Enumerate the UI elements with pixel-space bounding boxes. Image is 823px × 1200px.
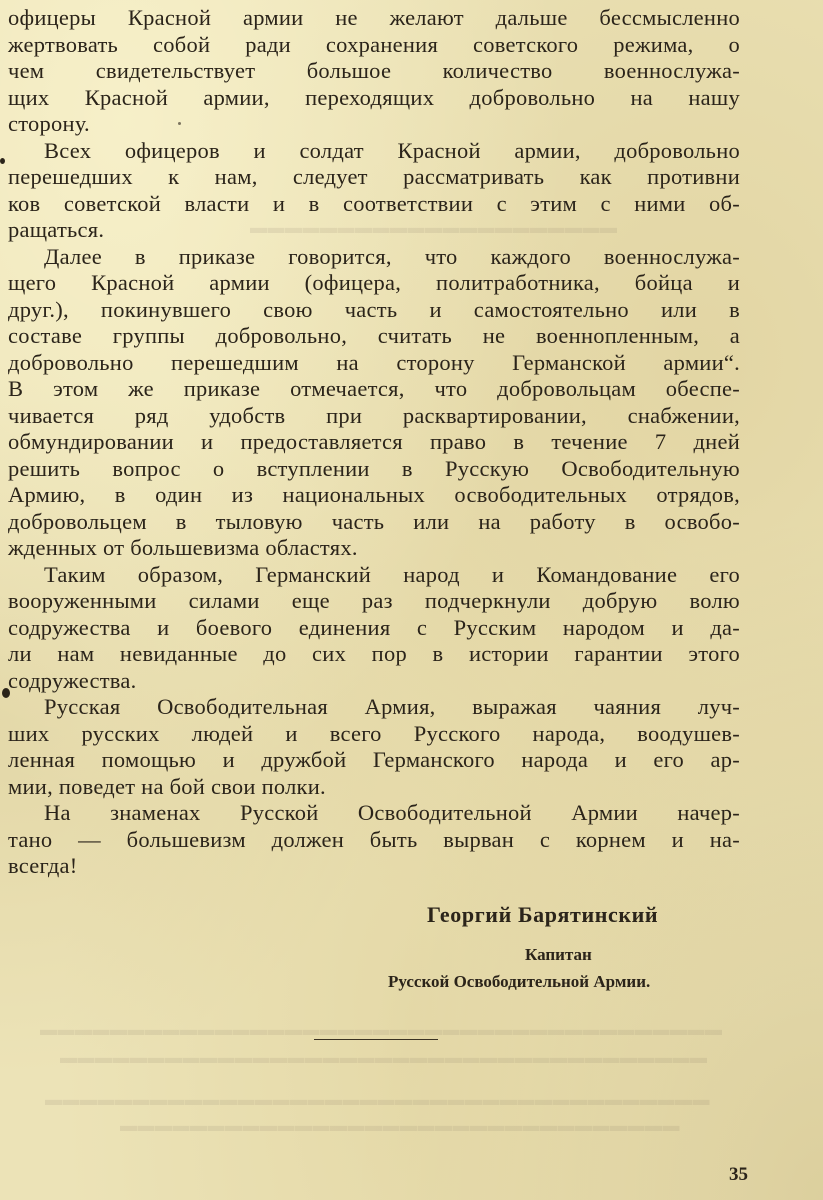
text-line: Далее в приказе говорится, что каждого военнослужа- [44, 243, 740, 269]
text-line: сторону. [8, 111, 90, 136]
text-line: содружества и боевого единения с Русским народом и да- [8, 614, 740, 640]
text-line: составе группы добровольно, считать не военнопленным, а [8, 323, 740, 348]
text-line: добровольно перешедшим на сторону Германской армии“. [8, 349, 740, 375]
text-line: мии, поведет на бой свои полки. [8, 773, 326, 799]
text-line: обмундировании и предоставляется право в течение 7 дней [8, 429, 740, 454]
text-line: ших русских людей и всего Русского народа, воодушев- [8, 720, 740, 746]
text-line: всегда! [8, 853, 78, 878]
page-number: 35 [729, 1164, 748, 1185]
text-line: ленная помощью и дружбой Германского народа и его ар- [8, 747, 740, 772]
text-line: На знаменах Русской Освободительной Армии начер- [44, 800, 740, 825]
ink-smudge [0, 158, 5, 164]
text-line: перешедших к нам, следует рассматривать как противни [8, 164, 740, 189]
text-line: ращаться. [8, 217, 105, 242]
text-line: жертвовать собой ради сохранения советского режима, о [8, 31, 740, 57]
text-line: решить вопрос о вступлении в Русскую Освободительную [8, 455, 740, 481]
text-line: В этом же приказе отмечается, что добровольцам обеспе- [8, 376, 740, 401]
text-line: щего Красной армии (офицера, политработника, бойца и [8, 270, 740, 295]
text-line: щих Красной армии, переходящих добровольно на нашу [8, 84, 740, 110]
show-through-text: ▬▬▬▬▬▬▬▬▬▬▬▬▬▬▬▬▬▬▬▬▬▬▬▬▬▬▬▬▬▬▬▬▬▬▬▬▬▬▬ [40, 1020, 723, 1039]
text-line: добровольцем в тыловую часть или на работу в освобо- [8, 508, 740, 534]
show-through-text: ▬▬▬▬▬▬▬▬▬▬▬▬▬▬▬▬▬▬▬▬▬▬▬▬▬▬▬▬▬▬▬▬▬▬▬▬▬▬ [45, 1090, 710, 1109]
text-line: чивается ряд удобств при расквартировании, снабжении, [8, 402, 740, 428]
text-line: ли нам невиданные до сих пор в истории гарантии этого [8, 641, 740, 666]
text-line: жденных от большевизма областях. [8, 535, 358, 560]
text-line: Армию, в один из национальных освободительных отрядов, [8, 482, 740, 507]
signature-name: Георгий Барятинский [427, 902, 659, 927]
text-line: тано — большевизм должен быть вырван с корнем и на- [8, 826, 740, 852]
text-line: друг.), покинувшего свою часть и самостоятельно или в [8, 296, 740, 322]
signature-rank: Капитан [525, 945, 592, 964]
text-line: содружества. [8, 667, 137, 693]
text-line: чем свидетельствует большое количество военнослужа- [8, 58, 740, 83]
text-line: офицеры Красной армии не желают дальше бессмысленно [8, 5, 740, 30]
end-rule [314, 1039, 438, 1040]
text-line: Русская Освободительная Армия, выражая чаяния луч- [44, 694, 740, 719]
signature-organization: Русской Освободительной Армии. [388, 972, 651, 991]
show-through-text: ▬▬▬▬▬▬▬▬▬▬▬▬▬▬▬▬▬▬▬▬▬ [250, 218, 618, 237]
text-line: вооруженными силами еще раз подчеркнули добрую волю [8, 588, 740, 613]
text-line: ков советской власти и в соответствии с этим с ними об- [8, 190, 740, 216]
show-through-text: ▬▬▬▬▬▬▬▬▬▬▬▬▬▬▬▬▬▬▬▬▬▬▬▬▬▬▬▬▬▬▬▬ [120, 1116, 680, 1135]
text-line: Всех офицеров и солдат Красной армии, добровольно [44, 137, 740, 163]
show-through-text: ▬▬▬▬▬▬▬▬▬▬▬▬▬▬▬▬▬▬▬▬▬▬▬▬▬▬▬▬▬▬▬▬▬▬▬▬▬ [60, 1048, 708, 1067]
text-line: Таким образом, Германский народ и Командование его [44, 561, 740, 587]
body-text [8, 5, 740, 880]
